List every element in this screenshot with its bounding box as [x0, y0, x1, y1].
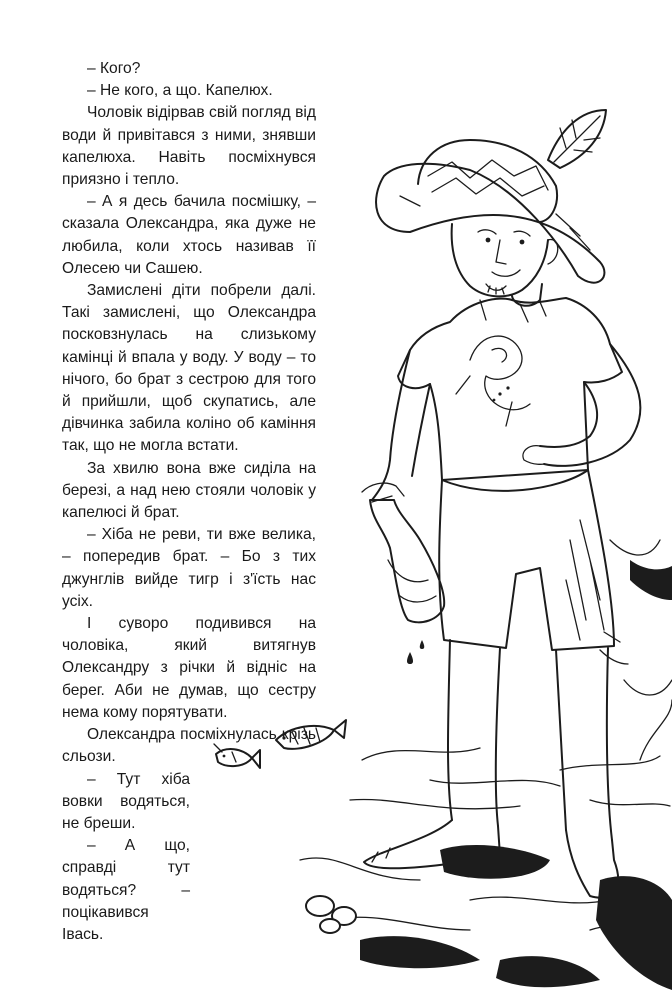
hat-crown [418, 140, 557, 222]
paragraph: – Тут хіба вовки водяться, не бреши. [62, 770, 190, 832]
paragraph: Чоловік відірвав свій погляд від води й привітався з ними, знявши капелюха. Навіть посміхнувся приязно і тепло. [62, 104, 316, 189]
face [452, 224, 548, 296]
hat-brim [376, 164, 604, 283]
bottle [370, 500, 444, 622]
paragraph: – Не кого, а що. Капелюх. [86, 82, 273, 100]
paragraph: Замислені діти побрели далі. Такі замислені, що Олександра посковзнулась на слизькому камінці й впала у воду. У воду – то нічого, бо брат з сестрою для того й прийшли, щоб скупатись, але дівчинка забила коліно об каміння так, що не могла встати. [62, 282, 316, 455]
paragraph: – Кого? [86, 60, 141, 77]
shorts [439, 470, 614, 650]
paragraph: – Хіба не реви, ти вже велика, – попередив брат. – Бо з тих джунглів вийде тигр і з'їсть нас усіх. [62, 526, 316, 610]
paragraph: Олександра посміхнулась крізь сльози. [62, 726, 316, 766]
paragraph: І суворо подивився на чоловіка, який витягнув Олександру з річки й відніс на берег. Аби не думав, що сестру нема кому порятувати. [62, 615, 316, 721]
paragraph: За хвилю вона вже сиділа на березі, а над нею стояли чоловік у капелюсі й брат. [62, 459, 316, 522]
story-text [62, 58, 316, 946]
paragraph: – А я десь бачила посмішку, – сказала Олександра, яка дуже не любила, коли хтось називав її Олесею чи Сашею. [62, 193, 316, 277]
paragraph: – А що, справді тут водяться? – поцікавився Івась. [62, 837, 190, 943]
